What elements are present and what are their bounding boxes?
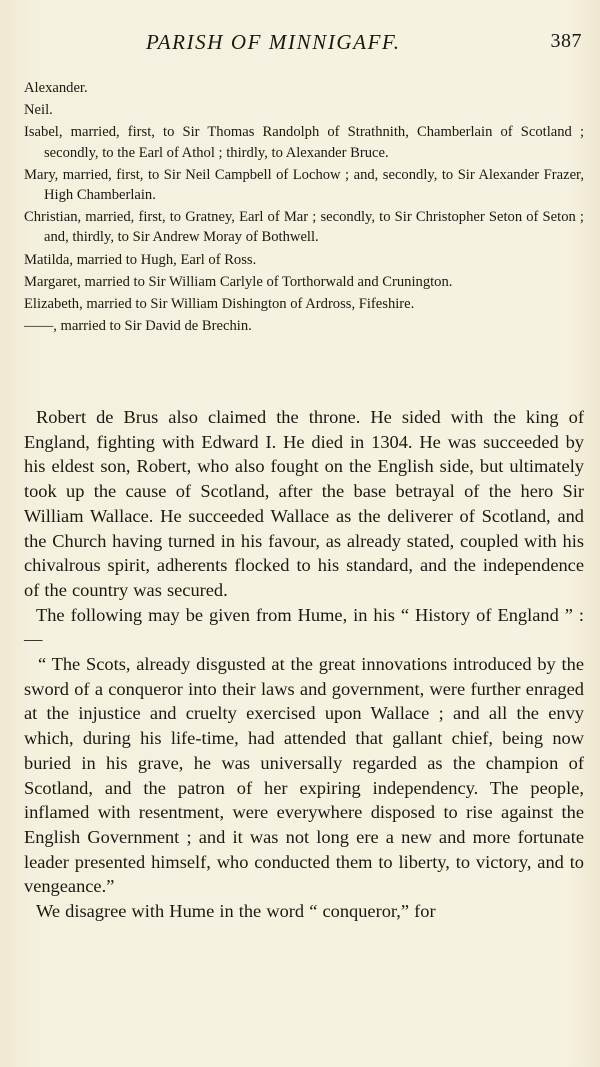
list-item: Elizabeth, married to Sir William Dishington of Ardross, Fifeshire. (24, 296, 415, 313)
quotation-paragraph: “ The Scots, already disgusted at the great innovations introduced by the sword of a conqueror into their laws and government, were further enraged at the injustice and cruelty exercised upon Wallace ; and all the envy which, during his life-time, had attended that gallant chief, being now buried in his grave, he was universally regarded as the champion of Scotland, and the patron of her expiring independency. The people, inflamed with resentment, were everywhere disposed to rise against the English Government ; and it was not long ere a new and more fortunate leader presented himself, who conducted them to liberty, to victory, and to vengeance.” (24, 654, 584, 897)
paragraph: Robert de Brus also claimed the throne. He sided with the king of England, fighting with Edward I. He died in 1304. He was succeeded by his eldest son, Robert, who also fought on the English side, but ultimately took up the cause of Scotland, after the base betrayal of the hero Sir William Wallace. He succeeded Wallace as the deliverer of Scotland, and the Church having turned in his favour, as already stated, coupled with his chivalrous spirit, adherents flocked to his standard, and the independence of the country was secured. (24, 407, 584, 600)
list-item: Isabel, married, first, to Sir Thomas Randolph of Strathnith, Chamberlain of Scotland ; secondly, to the Earl of Athol ; thirdly, to Alexander Bruce. (24, 124, 584, 161)
list-item: Matilda, married to Hugh, Earl of Ross. (24, 251, 257, 268)
children-list (24, 78, 584, 338)
page-number: 387 (550, 30, 582, 52)
list-item: Margaret, married to Sir William Carlyle of Torthorwald and Crunington. (24, 273, 453, 290)
list-item: Christian, married, first, to Gratney, Earl of Mar ; secondly, to Sir Christopher Seton of Seton ; and, thirdly, to Sir Andrew Moray of Bothwell. (24, 209, 584, 246)
list-item: ——, married to Sir David de Brechin. (24, 318, 252, 335)
list-item: Mary, married, first, to Sir Neil Campbell of Lochow ; and, secondly, to Sir Alexander Frazer, High Chamberlain. (24, 166, 584, 204)
paragraph: We disagree with Hume in the word “ conqueror,” for (36, 901, 436, 922)
paragraph: The following may be given from Hume, in his “ History of England ” :— (24, 604, 584, 650)
list-item: Neil. (24, 102, 53, 119)
list-item: Alexander. (24, 80, 88, 96)
body-text (24, 405, 584, 924)
running-header (0, 30, 600, 60)
running-title: PARISH OF MINNIGAFF. (146, 30, 401, 54)
